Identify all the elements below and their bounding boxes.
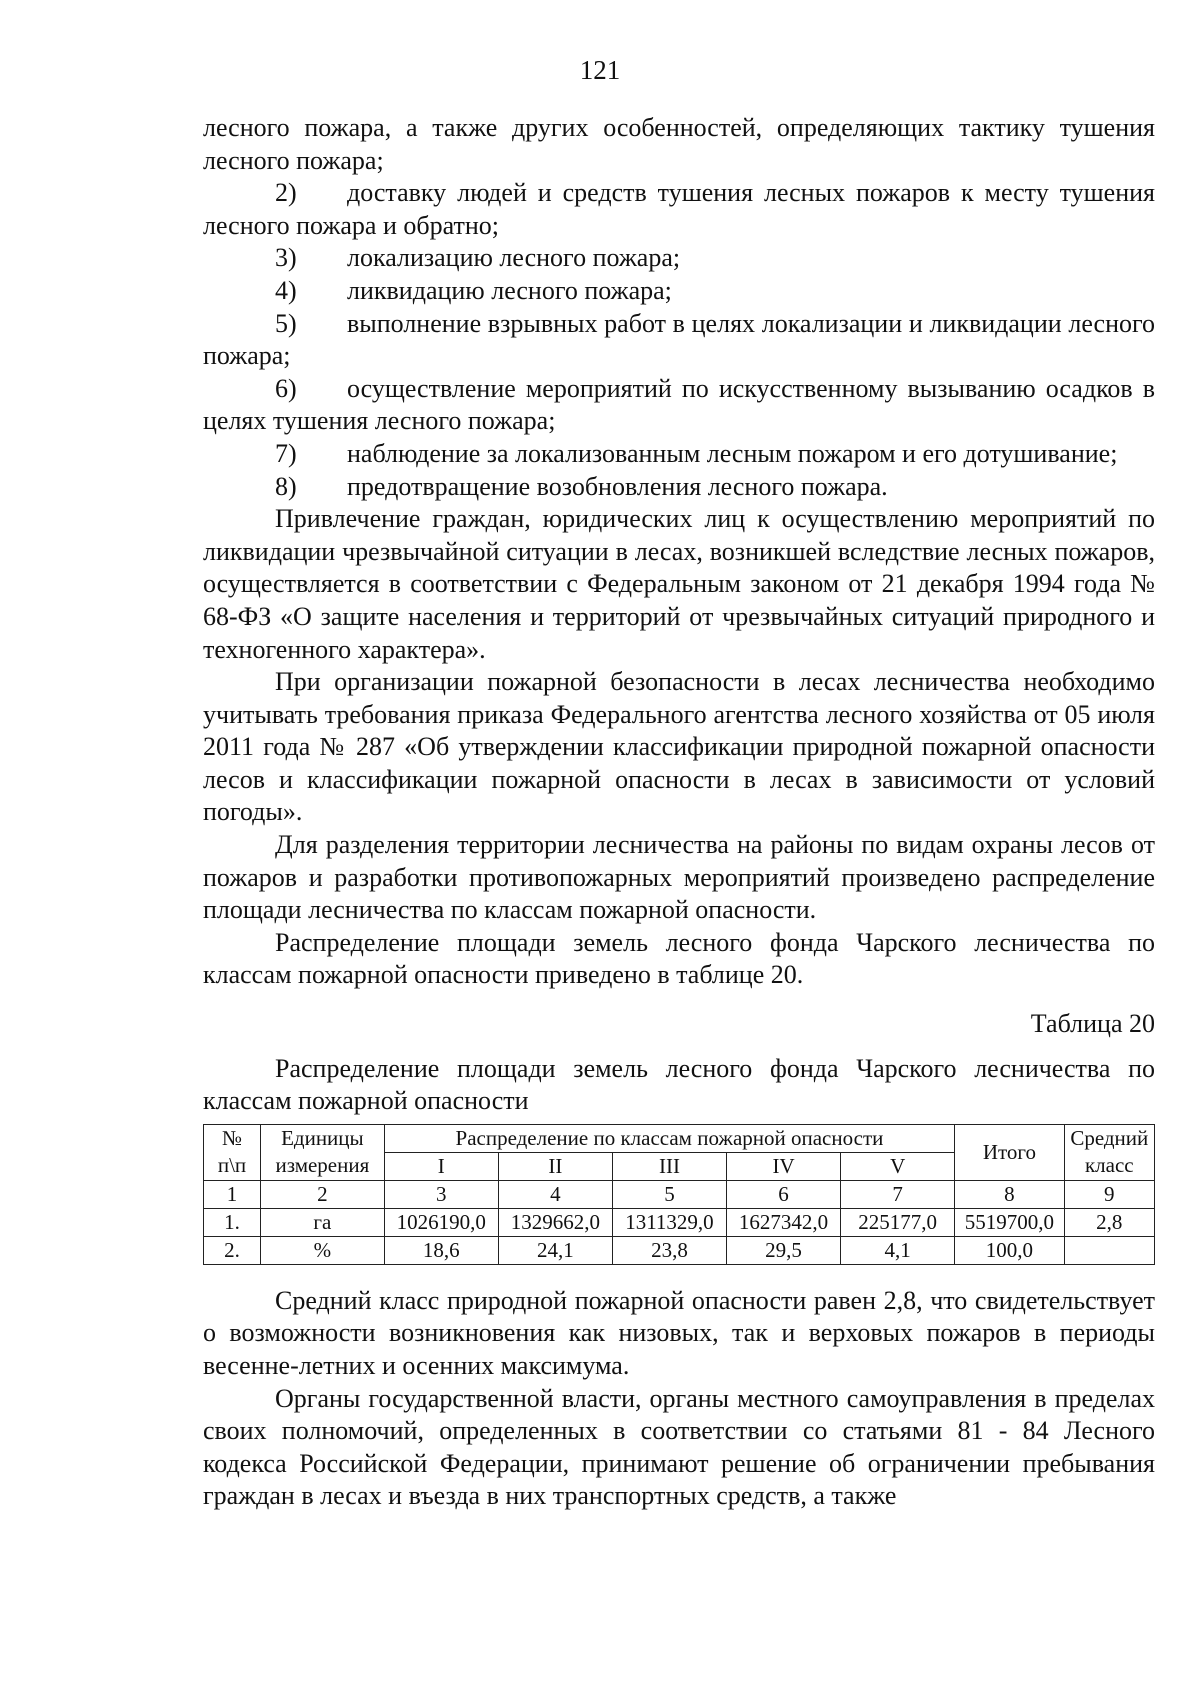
list-text: предотвращение возобновления лесного пожара. bbox=[347, 471, 888, 501]
row-avg bbox=[1064, 1236, 1154, 1264]
header-num: № п\п bbox=[204, 1124, 261, 1180]
header-class: III bbox=[612, 1152, 726, 1180]
table-header-row bbox=[204, 1124, 1155, 1152]
list-item bbox=[203, 471, 1155, 504]
row-value: 1627342,0 bbox=[727, 1208, 841, 1236]
table-col-number-row bbox=[204, 1180, 1155, 1208]
list-number: 6) bbox=[275, 373, 297, 403]
list-item bbox=[203, 373, 1155, 438]
col-number: 4 bbox=[498, 1180, 612, 1208]
col-number: 6 bbox=[727, 1180, 841, 1208]
row-unit: % bbox=[261, 1236, 385, 1264]
paragraph: При организации пожарной безопасности в лесах лесничества необходимо учитывать требования приказа Федерального агентства лесного хозяйства от 05 июля 2011 года № 287 «Об утверждении классификации природной пожарной опасности лесов и классификации пожарной опасности в лесах в зависимости от условий погоды». bbox=[203, 667, 1155, 827]
paragraph: Средний класс природной пожарной опасности равен 2,8, что свидетельствует о возможности возникновения как низовых, так и верховых пожаров в периоды весенне-летних и осенних максимума. bbox=[203, 1285, 1155, 1380]
page-number: 121 bbox=[579, 55, 621, 85]
list-text: ликвидацию лесного пожара; bbox=[347, 275, 672, 305]
list-item bbox=[203, 177, 1155, 242]
col-number: 2 bbox=[261, 1180, 385, 1208]
row-value: 29,5 bbox=[727, 1236, 841, 1264]
list-text: локализацию лесного пожара; bbox=[347, 243, 681, 273]
table-row bbox=[204, 1236, 1155, 1264]
row-value: 1329662,0 bbox=[498, 1208, 612, 1236]
list-item bbox=[203, 275, 1155, 308]
row-value: 225177,0 bbox=[841, 1208, 955, 1236]
row-num: 1. bbox=[204, 1208, 261, 1236]
document-body bbox=[203, 112, 1155, 1513]
row-total: 100,0 bbox=[955, 1236, 1064, 1264]
col-number: 5 bbox=[612, 1180, 726, 1208]
col-number: 3 bbox=[384, 1180, 498, 1208]
list-number: 7) bbox=[275, 438, 297, 468]
row-value: 18,6 bbox=[384, 1236, 498, 1264]
header-class: V bbox=[841, 1152, 955, 1180]
row-unit: га bbox=[261, 1208, 385, 1236]
table-row bbox=[204, 1208, 1155, 1236]
col-number: 1 bbox=[204, 1180, 261, 1208]
list-text: выполнение взрывных работ в целях локализации и ликвидации лесного пожара; bbox=[203, 308, 1155, 371]
header-avg-class: Средний класс bbox=[1064, 1124, 1154, 1180]
header-class: II bbox=[498, 1152, 612, 1180]
header-class: I bbox=[384, 1152, 498, 1180]
paragraph: Для разделения территории лесничества на районы по видам охраны лесов от пожаров и разработки противопожарных мероприятий произведено распределение площади лесничества по классам пожарной опасности. bbox=[203, 830, 1155, 925]
list-number: 4) bbox=[275, 275, 297, 305]
list-text: наблюдение за локализованным лесным пожаром и его дотушивание; bbox=[347, 438, 1118, 468]
list-text: осуществление мероприятий по искусственному вызыванию осадков в целях тушения лесного пожара; bbox=[203, 373, 1155, 436]
fire-danger-table bbox=[203, 1124, 1155, 1265]
header-distribution: Распределение по классам пожарной опасности bbox=[384, 1124, 955, 1152]
paragraph: Распределение площади земель лесного фонда Чарского лесничества по классам пожарной опасности приведено в таблице 20. bbox=[203, 927, 1155, 990]
col-number: 8 bbox=[955, 1180, 1064, 1208]
paragraph: Органы государственной власти, органы местного самоуправления в пределах своих полномочий, определенных в соответствии со статьями 81 - 84 Лесного кодекса Российской Федерации, принимают решение об ограничении пребывания граждан в лесах и въезда в них транспортных средств, а также bbox=[203, 1383, 1155, 1511]
table-reference: Таблица 20 bbox=[1030, 1009, 1155, 1039]
row-value: 1311329,0 bbox=[612, 1208, 726, 1236]
row-value: 23,8 bbox=[612, 1236, 726, 1264]
list-number: 3) bbox=[275, 243, 297, 273]
row-avg: 2,8 bbox=[1064, 1208, 1154, 1236]
header-class: IV bbox=[727, 1152, 841, 1180]
row-value: 4,1 bbox=[841, 1236, 955, 1264]
list-number: 8) bbox=[275, 471, 297, 501]
list-text: доставку людей и средств тушения лесных пожаров к месту тушения лесного пожара и обратно; bbox=[203, 178, 1155, 240]
list-number: 5) bbox=[275, 308, 297, 338]
col-number: 9 bbox=[1064, 1180, 1154, 1208]
list-item bbox=[203, 242, 1155, 275]
header-units: Единицы измерения bbox=[261, 1124, 385, 1180]
col-number: 7 bbox=[841, 1180, 955, 1208]
header-total: Итого bbox=[955, 1124, 1064, 1180]
table-caption: Распределение площади земель лесного фонда Чарского лесничества по классам пожарной опасности bbox=[203, 1053, 1155, 1116]
row-total: 5519700,0 bbox=[955, 1208, 1064, 1236]
list-item bbox=[203, 308, 1155, 373]
row-value: 24,1 bbox=[498, 1236, 612, 1264]
paragraph-continuation: лесного пожара, а также других особенностей, определяющих тактику тушения лесного пожара; bbox=[203, 113, 1155, 175]
list-item bbox=[203, 438, 1155, 471]
paragraph: Привлечение граждан, юридических лиц к осуществлению мероприятий по ликвидации чрезвычайной ситуации в лесах, возникшей вследствие лесных пожаров, осуществляется в соответствии с Федеральным законом от 21 декабря 1994 года № 68-ФЗ «О защите населения и территорий от чрезвычайных ситуаций природного и техногенного характера». bbox=[203, 504, 1155, 664]
row-num: 2. bbox=[204, 1236, 261, 1264]
row-value: 1026190,0 bbox=[384, 1208, 498, 1236]
list-number: 2) bbox=[275, 178, 297, 208]
